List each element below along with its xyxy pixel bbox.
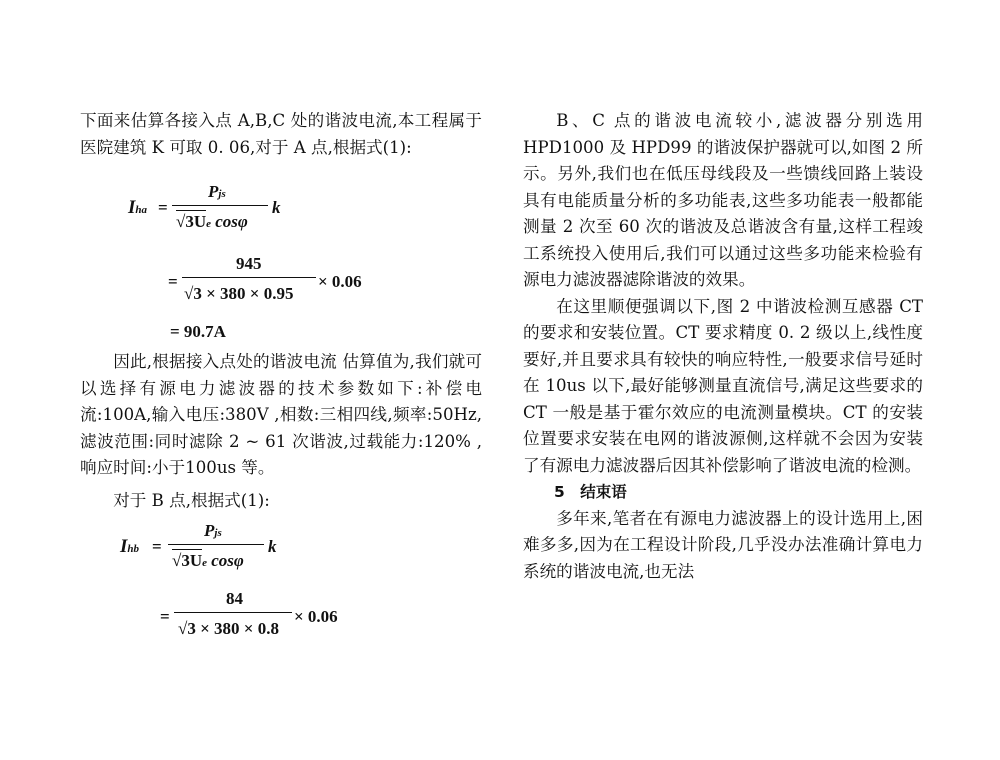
left-column xyxy=(80,108,482,646)
eq-b-equals: = xyxy=(152,537,162,556)
eq-b2-numerator: 84 xyxy=(226,589,243,608)
left-paragraph-2: 因此,根据接入点处的谐波电流 估算值为,我们就可以选择有源电力滤波器的技术参数如下:补偿电流:100A,输入电压:380V ,相数:三相四线,频率:50Hz,滤波范围:同时滤除 2 ~ 61 次谐波,过载能力:120% ,响应时间:小于100us 等。 xyxy=(80,352,482,477)
eq-b-factor: k xyxy=(268,537,277,556)
eq-b-denominator: √3Ue cosφ xyxy=(172,551,244,570)
eq-a-numerator: Pjs xyxy=(208,182,226,201)
eq-a-denominator: √3Ue cosφ xyxy=(176,212,248,231)
equation-a-step2 xyxy=(80,251,482,311)
eq-b-lhs: Ihb xyxy=(120,536,140,557)
eq-a3-result: = 90.7A xyxy=(170,322,226,341)
right-paragraph-2: 在这里顺便强调以下,图 2 中谐波检测互感器 CT 的要求和安装位置。CT 要求精度 0. 2 级以上,线性度要好,并且要求具有较快的响应特性,一般要求信号延时在 10us 以下,最好能够测量直流信号,满足这些要求的 CT 一般是基于霍尔效应的电流测量模块。CT 的安装位置要求安装在电网的谐波源侧,这样就不会因为安装了有源电力滤波器后因其补偿影响了谐波电流的检测。 xyxy=(523,296,923,475)
section-heading: 5 结束语 xyxy=(554,483,627,501)
left-paragraph-1: 下面来估算各接入点 A,B,C 处的谐波电流,本工程属于医院建筑 K 可取 0. 06,对于 A 点,根据式(1): xyxy=(80,111,482,157)
eq-a-lhs: Iha xyxy=(128,197,148,218)
left-paragraph-3: 对于 B 点,根据式(1): xyxy=(113,490,270,510)
equation-a-result xyxy=(80,313,482,349)
right-paragraph-3: 多年来,笔者在有源电力滤波器上的设计选用上,困难多多,因为在工程设计阶段,几乎没办法准确计算电力系统的谐波电流,也无法 xyxy=(523,508,923,581)
right-paragraph-1: B、C 点的谐波电流较小,滤波器分别选用HPD1000 及 HPD99 的谐波保护器就可以,如图 2 所示。另外,我们也在低压母线段及一些馈线回路上装设具有电能质量分析的多功能表,这些多功能表一般都能测量 2 次至 60 次的谐波及总谐波含有量,这样工程竣工系统投入使用后,我们可以通过这些多功能来检验有源电力滤波器滤除谐波的效果。 xyxy=(523,111,923,289)
equation-b-step2 xyxy=(80,586,482,646)
eq-b-numerator: Pjs xyxy=(204,521,222,540)
eq-a-factor: k xyxy=(272,198,281,217)
equation-b xyxy=(80,518,482,576)
eq-a2-numerator: 945 xyxy=(236,254,262,273)
eq-b2-denominator: √3 × 380 × 0.8 xyxy=(178,619,279,638)
equation-a xyxy=(80,179,482,237)
eq-a2-equals: = xyxy=(168,272,178,291)
right-column xyxy=(523,108,923,585)
eq-a2-times: × 0.06 xyxy=(318,272,362,291)
eq-b2-equals: = xyxy=(160,607,170,626)
eq-b2-times: × 0.06 xyxy=(294,607,338,626)
eq-a-equals: = xyxy=(158,198,168,217)
eq-a2-denominator: √3 × 380 × 0.95 xyxy=(184,284,294,303)
